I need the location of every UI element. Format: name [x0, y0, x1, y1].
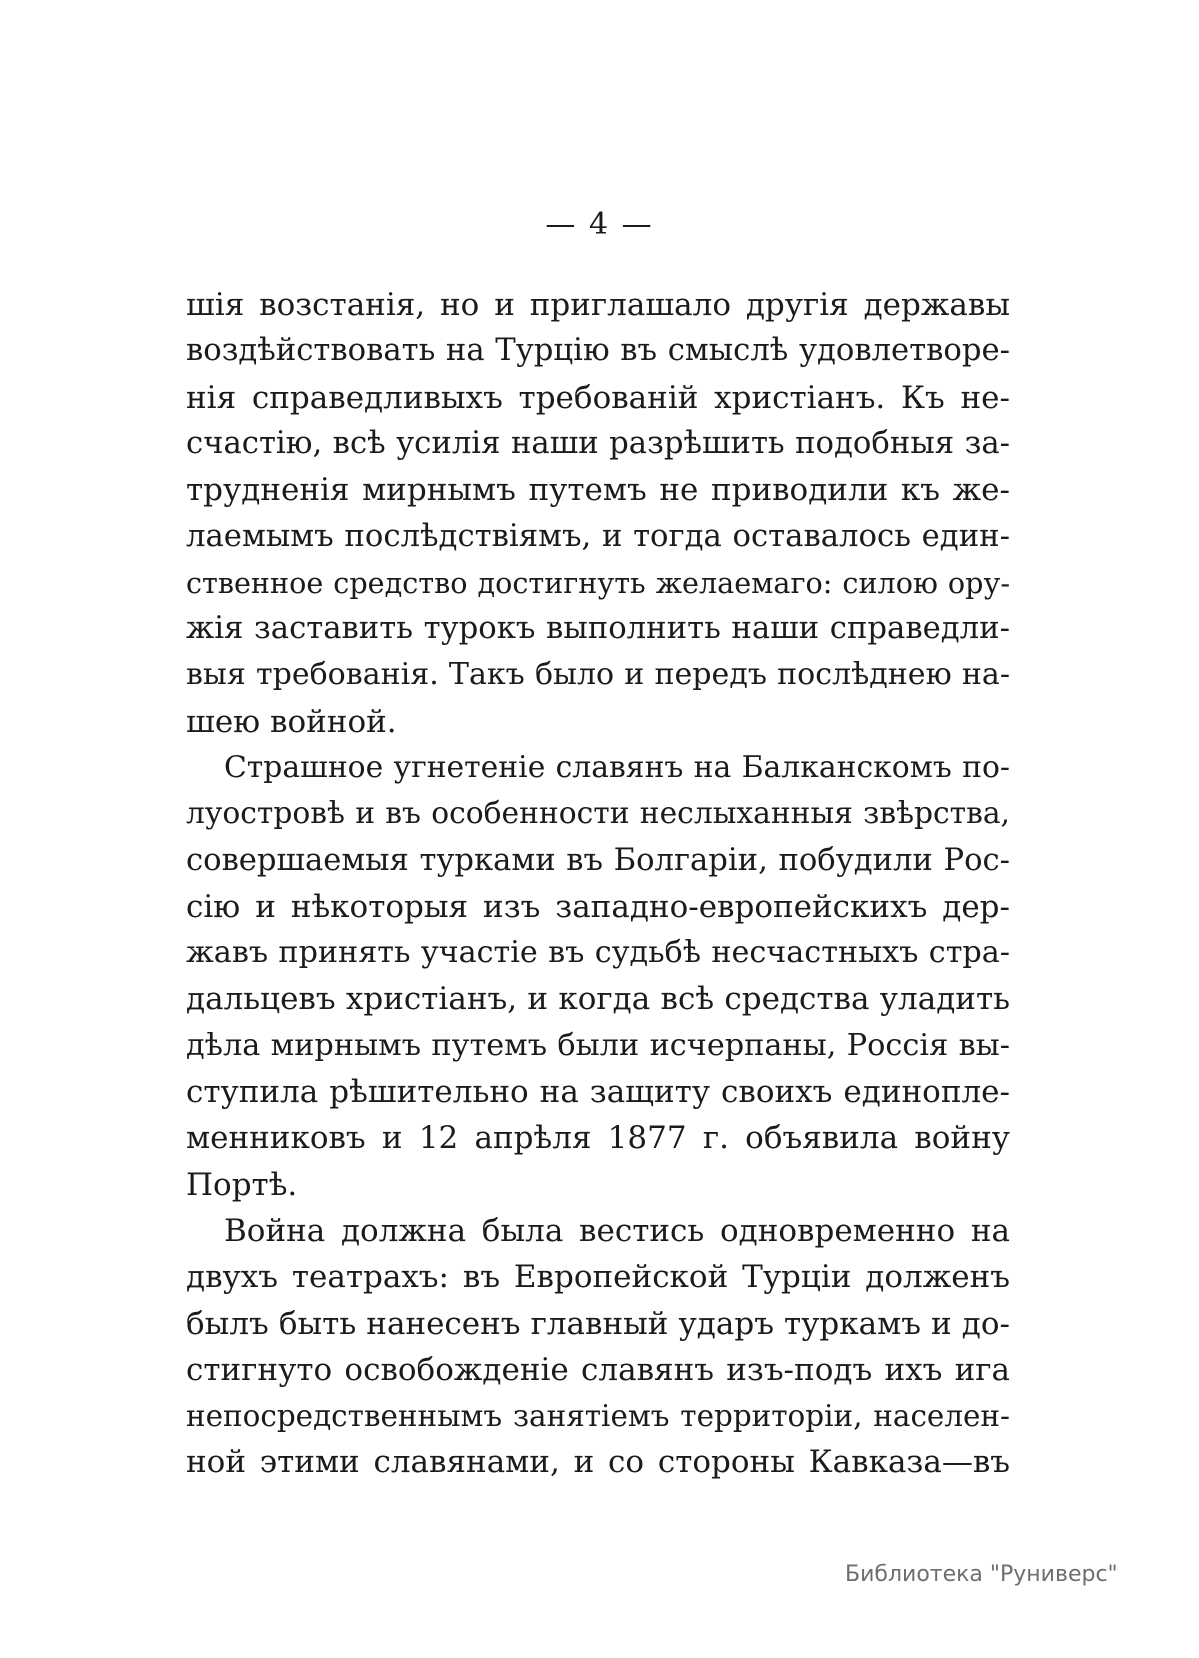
text-line: жавъ принять участіе въ судьбѣ несчастныхъ стра-: [186, 935, 1010, 971]
text-line: Война должна была вестись одновременно на: [224, 1212, 1010, 1249]
library-watermark: Библиотека "Руниверс": [845, 1562, 1118, 1587]
text-line: дальцевъ христіанъ, и когда всѣ средства уладить: [186, 981, 1010, 1018]
text-line: Портѣ.: [186, 1166, 298, 1203]
text-line: Страшное угнетеніе славянъ на Балканскомъ по-: [224, 749, 1010, 785]
text-line: менниковъ и 12 апрѣля 1877 г. объявила войну: [186, 1120, 1010, 1157]
text-line: совершаемыя турками въ Болгаріи, побудили Рос-: [186, 842, 1010, 878]
text-line: стигнуто освобожденіе славянъ изъ-подъ ихъ ига: [186, 1351, 1010, 1388]
text-line: шею войной.: [186, 703, 397, 740]
text-line: воздѣйствовать на Турцію въ смыслѣ удовлетворе-: [186, 333, 1010, 369]
text-line: нія справедливыхъ требованій христіанъ. Къ не-: [186, 379, 1010, 416]
text-line: дѣла мирнымъ путемъ были исчерпаны, Россія вы-: [186, 1027, 1010, 1063]
text-line: шія возстанія, но и приглашало другія державы: [186, 287, 1010, 323]
text-line: сію и нѣкоторыя изъ западно-европейскихъ дер-: [186, 888, 1010, 925]
text-line: ной этими славянами, и со стороны Кавказа—въ: [186, 1444, 1010, 1481]
text-line: двухъ театрахъ: въ Европейской Турціи долженъ: [186, 1259, 1010, 1296]
text-line: непосредственнымъ занятіемъ территоріи, населен-: [186, 1399, 1010, 1434]
text-line: ступила рѣшительно на защиту своихъ единопле-: [186, 1074, 1010, 1111]
text-line: луостровѣ и въ особенности неслыханныя звѣрства,: [186, 796, 1010, 832]
text-line: лаемымъ послѣдствіямъ, и тогда оставалось един-: [186, 518, 1010, 555]
text-line: ственное средство достигнуть желаемаго: силою ору-: [186, 565, 1010, 600]
page-number: — 4 —: [545, 207, 654, 242]
text-line: жія заставить турокъ выполнить наши справедли-: [186, 611, 1010, 647]
text-line: трудненія мирнымъ путемъ не приводили къ же-: [186, 472, 1010, 509]
text-line: былъ быть нанесенъ главный ударъ туркамъ и до-: [186, 1305, 1010, 1342]
text-line: счастію, всѣ усилія наши разрѣшить подобныя за-: [186, 425, 1010, 461]
text-line: выя требованія. Такъ было и передъ послѣднею на-: [186, 657, 1010, 693]
text-body: [186, 282, 1010, 1486]
